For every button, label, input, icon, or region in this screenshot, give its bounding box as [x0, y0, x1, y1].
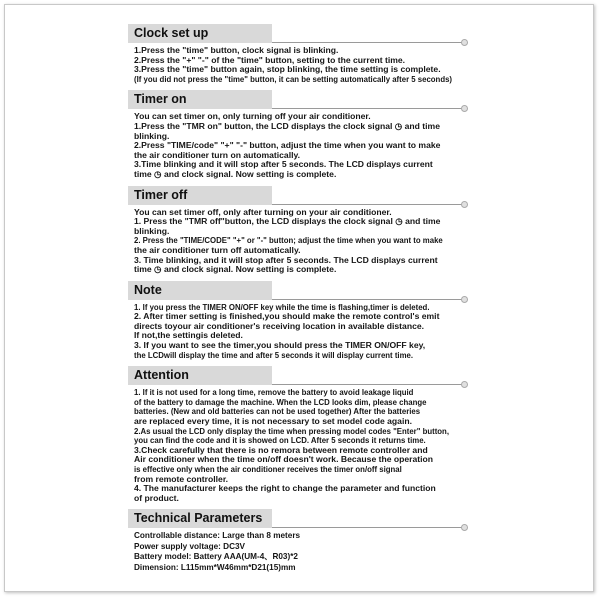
- text-line: 1.Press the "time" button, clock signal is blinking.: [134, 45, 339, 55]
- section-body: [128, 388, 480, 503]
- text-line: 3.Time blinking and it will stop after 5 seconds. The LCD displays current: [134, 159, 433, 170]
- param-row: [134, 552, 478, 562]
- text-line: the LCDwill display the time and after 5 seconds it will display current time.: [134, 350, 414, 360]
- text-line: If not,the settingis deleted.: [134, 330, 243, 341]
- section-header: [128, 90, 480, 109]
- section-header: [128, 186, 480, 205]
- param-value: Battery AAA(UM-4、R03)*2: [191, 552, 298, 562]
- section-body: [128, 531, 480, 573]
- text-line: the air conditioner turn on automatically.: [134, 149, 301, 160]
- section-header: [128, 366, 480, 385]
- text-line: blinking.: [134, 225, 170, 236]
- text-line: blinking.: [134, 130, 170, 141]
- text-line: (If you did not press the "time" button, it can be setting automatically after 5 seconds): [134, 74, 453, 84]
- section-title: Note: [134, 282, 162, 297]
- section-title: Attention: [134, 368, 189, 383]
- param-row: [134, 542, 478, 552]
- section-body: [128, 46, 480, 84]
- param-label: Dimension:: [134, 562, 179, 572]
- text-line: 2.Press "TIME/code" "+" "-" button, adjust the time when you want to make: [134, 140, 441, 151]
- text-line: 3. If you want to see the timer,you should press the TIMER ON/OFF key,: [134, 340, 426, 351]
- text-line: of product.: [134, 492, 179, 503]
- header-rule: [272, 299, 462, 300]
- text-line: directs toyour air conditioner's receiving location in available distance.: [134, 320, 425, 331]
- rule-end-dot-icon: [461, 524, 468, 531]
- section-header: [128, 24, 480, 43]
- section-title: Timer on: [134, 92, 187, 107]
- rule-end-dot-icon: [461, 105, 468, 112]
- header-rule: [272, 108, 462, 109]
- section-title: Timer off: [134, 187, 188, 202]
- param-row: [134, 531, 478, 541]
- text-line: time ◷ and clock signal. Now setting is complete.: [134, 168, 337, 179]
- rule-end-dot-icon: [461, 381, 468, 388]
- param-label: Controllable distance:: [134, 531, 220, 541]
- text-line: 3.Press the "time" button again, stop blinking, the time setting is complete.: [134, 64, 441, 75]
- section-attention: [128, 366, 480, 503]
- header-rule: [272, 527, 462, 528]
- section-body: [128, 112, 480, 179]
- section-timer-off: [128, 186, 480, 275]
- text-line: 1. Press the "TMR off"button, the LCD displays the clock signal ◷ and time: [134, 216, 441, 227]
- text-line: the air conditioner turn off automatically.: [134, 244, 301, 255]
- text-line: 2. After timer setting is finished,you should make the remote control's emit: [134, 311, 440, 322]
- param-value: L115mm*W46mm*D21(15)mm: [178, 562, 296, 572]
- section-note: [128, 281, 480, 361]
- text-line: from remote controller.: [134, 473, 229, 484]
- param-value: DC3V: [220, 541, 246, 551]
- section-technical-parameters: [128, 509, 480, 573]
- section-clock-set-up: [128, 24, 480, 84]
- section-header: [128, 509, 480, 528]
- text-line: 2. Press the "TIME/CODE" "+" or "-" button; adjust the time when you want to make: [134, 236, 443, 246]
- section-body: [128, 208, 480, 275]
- param-label: Battery model:: [134, 552, 192, 562]
- text-line: You can set timer off, only after turning on your air conditioner.: [134, 206, 392, 217]
- section-header: [128, 281, 480, 300]
- param-row: [134, 563, 478, 573]
- text-line: 1.Press the "TMR on" button, the LCD displays the clock signal ◷ and time: [134, 120, 440, 131]
- text-line: 2.Press the "+" "-" of the "time" button, setting to the current time.: [134, 54, 406, 65]
- section-title: Technical Parameters: [134, 511, 263, 526]
- text-line: batteries. (New and old batteries can not be used together) After the batteries: [134, 407, 421, 417]
- text-line: 2.As usual the LCD only display the time when pressing model codes "Enter" button,: [134, 426, 449, 436]
- param-value: Large than 8 meters: [219, 531, 301, 541]
- header-rule: [272, 384, 462, 385]
- param-label: Power supply voltage:: [134, 541, 221, 551]
- header-rule: [272, 42, 462, 43]
- text-line: of the battery to damage the machine. When the LCD looks dim, please change: [134, 397, 427, 407]
- text-line: are replaced every time, it is not necessary to set model code again.: [134, 416, 412, 427]
- rule-end-dot-icon: [461, 201, 468, 208]
- manual-content: [128, 24, 480, 573]
- text-line: 4. The manufacturer keeps the right to change the parameter and function: [134, 483, 436, 494]
- rule-end-dot-icon: [461, 296, 468, 303]
- text-line: time ◷ and clock signal. Now setting is complete.: [134, 264, 337, 275]
- text-line: Air conditioner when the time on/off doesn't work. Because the operation: [134, 454, 434, 465]
- text-line: you can find the code and it is showed on LCD. After 5 seconds it returns time.: [134, 436, 426, 446]
- text-line: You can set timer on, only turning off your air conditioner.: [134, 111, 371, 122]
- section-title: Clock set up: [134, 26, 209, 40]
- rule-end-dot-icon: [461, 39, 468, 46]
- text-line: 1. If you press the TIMER ON/OFF key while the time is flashing,timer is deleted.: [134, 302, 430, 312]
- section-timer-on: [128, 90, 480, 179]
- header-rule: [272, 204, 462, 205]
- text-line: is effective only when the air conditioner receives the timer on/off signal: [134, 465, 402, 474]
- section-body: [128, 303, 480, 361]
- text-line: 3.Check carefully that there is no remora between remote controller and: [134, 444, 428, 455]
- text-line: 3. Time blinking, and it will stop after 5 seconds. The LCD displays current: [134, 254, 438, 265]
- text-line: 1. If it is not used for a long time, remove the battery to avoid leakage liquid: [134, 388, 414, 398]
